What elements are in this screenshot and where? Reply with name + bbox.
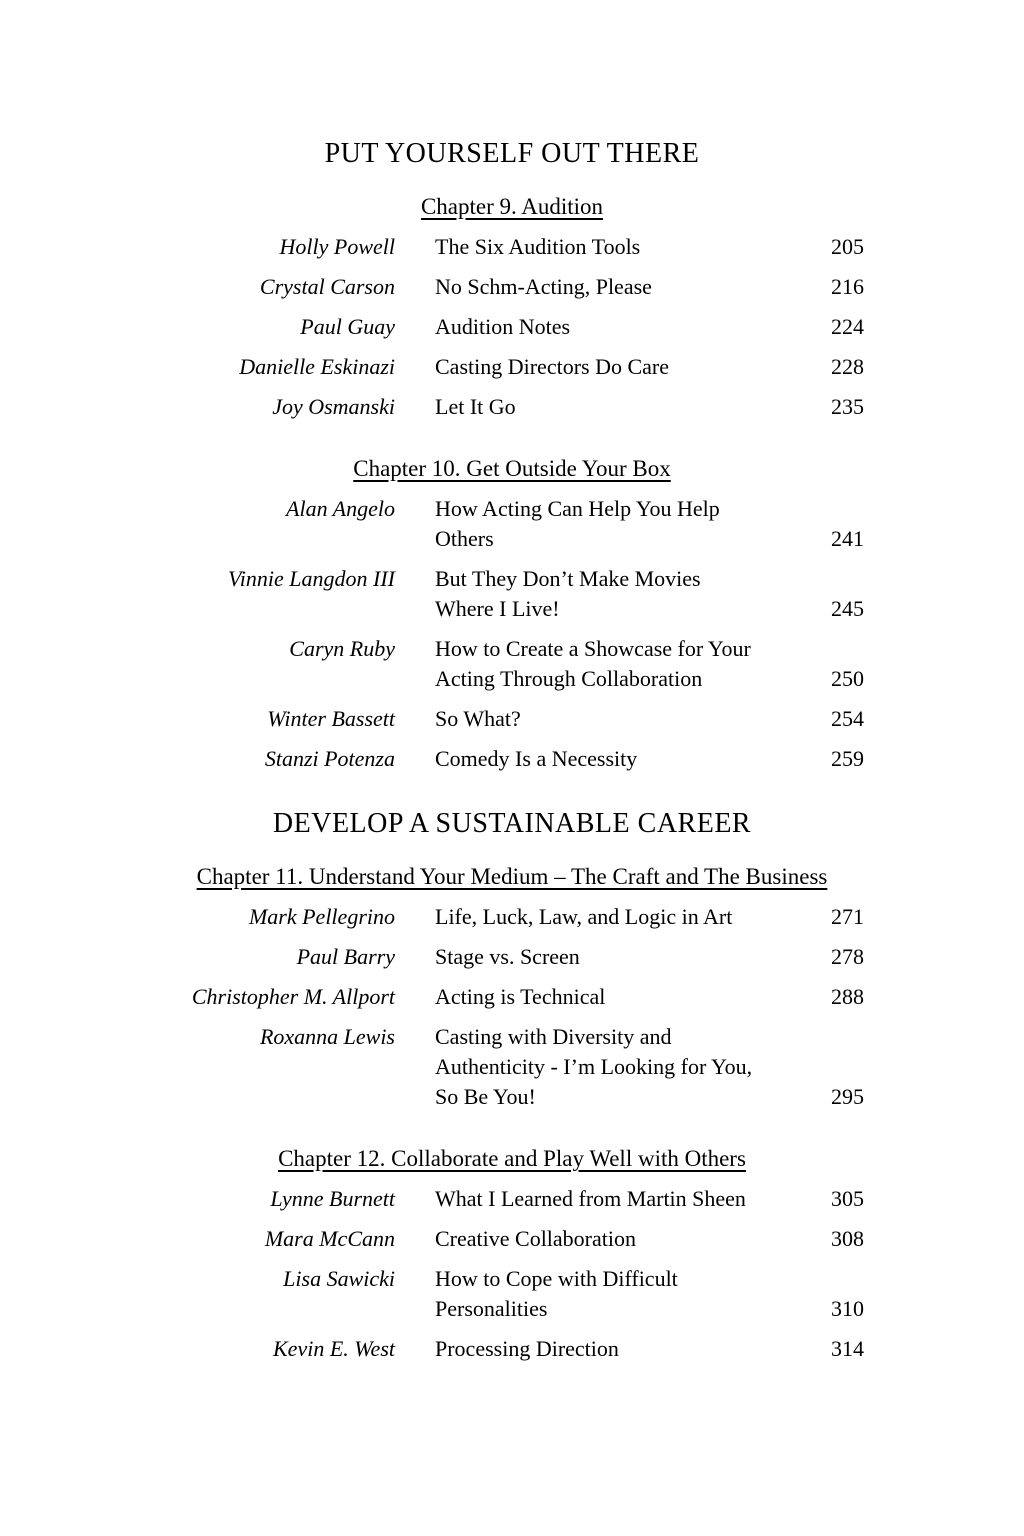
chapter-list — [132, 862, 892, 1364]
entry-title-line: How Acting Can Help You Help — [435, 496, 720, 521]
entry-title — [435, 232, 825, 262]
entry-page-number: 205 — [831, 234, 864, 259]
toc-entry — [132, 352, 892, 382]
entry-title — [435, 352, 825, 382]
entry-title — [435, 1334, 825, 1364]
entry-title-line: Acting Through Collaboration — [435, 666, 703, 691]
chapter-list — [132, 192, 892, 774]
toc-entry — [132, 1224, 892, 1254]
entry-title-line: Others — [435, 526, 494, 551]
entry-title-line: The Six Audition Tools — [435, 234, 641, 259]
entry-title-line: How to Create a Showcase for Your — [435, 636, 751, 661]
section-title: DEVELOP A SUSTAINABLE CAREER — [272, 808, 752, 839]
entry-page-number: 295 — [831, 1084, 864, 1109]
toc-entry — [132, 272, 892, 302]
entry-title-line: Casting Directors Do Care — [435, 354, 669, 379]
toc-entry — [132, 1022, 892, 1112]
entry-title — [435, 1022, 825, 1112]
section-title: PUT YOURSELF OUT THERE — [324, 138, 700, 169]
toc-entry — [132, 564, 892, 624]
entry-list — [132, 494, 892, 774]
entry-page-number: 245 — [831, 596, 864, 621]
entry-page-number: 235 — [831, 394, 864, 419]
entry-title — [435, 902, 825, 932]
entry-author: Lisa Sawicki — [283, 1266, 395, 1291]
entry-page-number: 216 — [831, 274, 864, 299]
entry-page-number: 228 — [831, 354, 864, 379]
entry-list — [132, 1184, 892, 1364]
entry-page-number: 254 — [831, 706, 864, 731]
chapter-heading: Chapter 9. Audition — [420, 194, 604, 219]
entry-author: Mark Pellegrino — [248, 904, 395, 929]
toc-section — [132, 808, 892, 1364]
entry-title — [435, 1184, 825, 1214]
entry-title-line: Creative Collaboration — [435, 1226, 636, 1251]
entry-title-line: Personalities — [435, 1296, 548, 1321]
entry-title-line: How to Cope with Difficult — [435, 1266, 678, 1291]
entry-title-line: Casting with Diversity and — [435, 1024, 672, 1049]
entry-author: Paul Guay — [300, 314, 395, 339]
entry-page-number: 305 — [831, 1186, 864, 1211]
entry-title-line: Acting is Technical — [435, 984, 606, 1009]
entry-title — [435, 564, 825, 624]
entry-title-line: Authenticity - I’m Looking for You, — [435, 1054, 753, 1079]
table-of-contents — [132, 138, 892, 1364]
entry-title-line: Comedy Is a Necessity — [435, 746, 638, 771]
entry-title-line: But They Don’t Make Movies — [435, 566, 701, 591]
toc-entry — [132, 312, 892, 342]
entry-author: Mara McCann — [264, 1226, 395, 1251]
entry-list — [132, 232, 892, 422]
entry-page-number: 224 — [831, 314, 864, 339]
entry-author: Christopher M. Allport — [191, 984, 395, 1009]
entry-author: Vinnie Langdon III — [227, 566, 395, 591]
toc-entry — [132, 1334, 892, 1364]
toc-entry — [132, 704, 892, 734]
entry-title-line: So Be You! — [435, 1084, 536, 1109]
entry-title-line: Processing Direction — [435, 1336, 619, 1361]
entry-author: Roxanna Lewis — [259, 1024, 395, 1049]
toc-entry — [132, 942, 892, 972]
entry-page-number: 288 — [831, 984, 864, 1009]
toc-chapter — [132, 862, 892, 1112]
chapter-heading: Chapter 12. Collaborate and Play Well with Others — [278, 1146, 746, 1171]
entry-title — [435, 312, 825, 342]
entry-title-line: So What? — [435, 706, 521, 731]
entry-page-number: 278 — [831, 944, 864, 969]
entry-title — [435, 982, 825, 1012]
entry-title — [435, 704, 825, 734]
entry-title — [435, 634, 825, 694]
toc-entry — [132, 1184, 892, 1214]
entry-page-number: 241 — [831, 526, 864, 551]
entry-author: Danielle Eskinazi — [239, 354, 395, 379]
toc-entry — [132, 494, 892, 554]
entry-page-number: 314 — [831, 1336, 864, 1361]
entry-title-line: What I Learned from Martin Sheen — [435, 1186, 746, 1211]
toc-entry — [132, 982, 892, 1012]
chapter-heading: Chapter 11. Understand Your Medium – The Craft and The Business — [196, 864, 828, 889]
entry-page-number: 259 — [831, 746, 864, 771]
entry-author: Paul Barry — [296, 944, 395, 969]
toc-entry — [132, 392, 892, 422]
toc-chapter — [132, 192, 892, 422]
entry-title — [435, 392, 825, 422]
entry-title — [435, 1224, 825, 1254]
toc-section — [132, 138, 892, 774]
toc-chapter — [132, 1144, 892, 1364]
entry-title — [435, 744, 825, 774]
entry-title-line: Audition Notes — [435, 314, 571, 339]
entry-title-line: Stage vs. Screen — [435, 944, 580, 969]
entry-title — [435, 942, 825, 972]
entry-title — [435, 1264, 825, 1324]
entry-page-number: 308 — [831, 1226, 864, 1251]
entry-author: Kevin E. West — [273, 1336, 395, 1361]
entry-author: Alan Angelo — [286, 496, 395, 521]
entry-author: Joy Osmanski — [272, 394, 395, 419]
entry-author: Crystal Carson — [259, 274, 395, 299]
toc-entry — [132, 902, 892, 932]
entry-title-line: Where I Live! — [435, 596, 560, 621]
toc-chapter — [132, 454, 892, 774]
entry-page-number: 271 — [831, 904, 864, 929]
toc-entry — [132, 744, 892, 774]
entry-author: Caryn Ruby — [289, 636, 395, 661]
toc-entry — [132, 232, 892, 262]
entry-author: Holly Powell — [279, 234, 395, 259]
entry-author: Lynne Burnett — [270, 1186, 395, 1211]
entry-title-line: Life, Luck, Law, and Logic in Art — [435, 904, 733, 929]
toc-entry — [132, 634, 892, 694]
entry-page-number: 310 — [831, 1296, 864, 1321]
entry-title-line: Let It Go — [435, 394, 516, 419]
chapter-heading: Chapter 10. Get Outside Your Box — [353, 456, 671, 481]
entry-title — [435, 272, 825, 302]
entry-list — [132, 902, 892, 1112]
entry-title — [435, 494, 825, 554]
entry-page-number: 250 — [831, 666, 864, 691]
entry-author: Stanzi Potenza — [264, 746, 395, 771]
entry-author: Winter Bassett — [267, 706, 395, 731]
entry-title-line: No Schm-Acting, Please — [435, 274, 652, 299]
toc-entry — [132, 1264, 892, 1324]
